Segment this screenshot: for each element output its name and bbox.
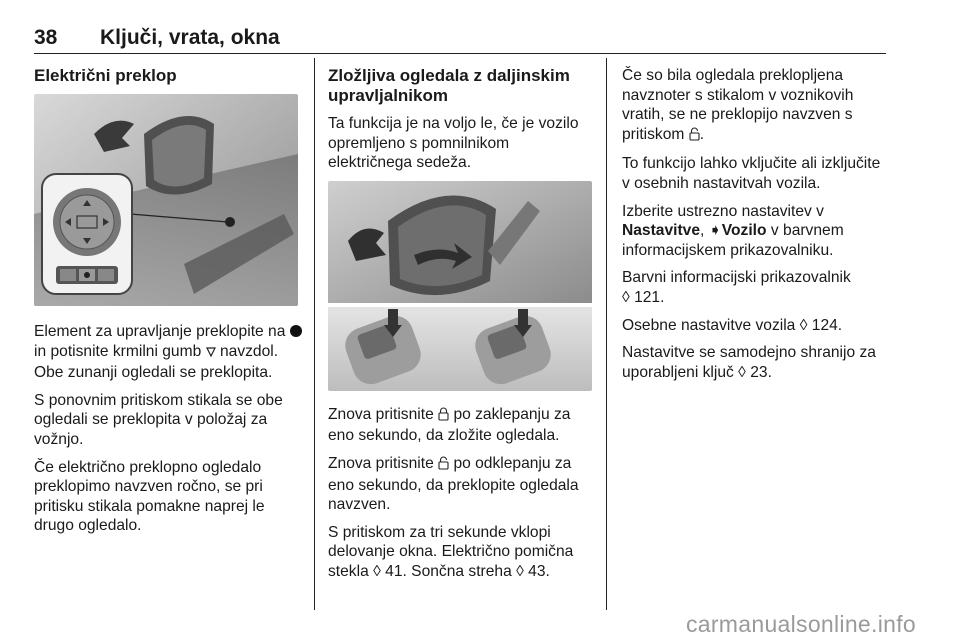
column-2 [328,66,594,590]
paragraph-manual-fold: Če električno preklopno ogledalo preklopimo navzven ročno, se pri pritisku stikala pomakne naprej le drugo ogledalo. [34,458,265,535]
paragraph-operate: Element za upravljanje preklopite na in potisnite krmilni gumb navzdol. Obe zunanji ogledali se preklopita. [34,322,302,383]
column-divider-1 [314,58,315,610]
remote-fold-illustration [328,181,592,391]
paragraph-select-setting: Izberite ustrezno nastavitev v Nastavitve, ➧Vozilo v barvnem informacijskem prikazovalniku. [622,202,844,259]
reference-arrow-icon: ◊ [622,288,630,306]
paragraph-toggle-function: To funkcijo lahko vključite ali izključite v osebnih nastavitvah vozila. [622,155,881,192]
menu-arrow-icon: ➧ [708,222,722,240]
paragraph-lock-fold: Znova pritisnite po zaklepanju za eno sekundo, da zložite ogledala. [328,405,571,445]
section-heading-electric-fold: Električni preklop [34,66,177,85]
paragraph-info-display: Barvni informacijski prikazovalnik ◊ 121. [622,269,851,306]
reference-arrow-icon: ◊ [373,562,381,580]
menu-vehicle: Vozilo [721,222,767,240]
menu-settings: Nastavitve [622,222,701,240]
down-triangle-icon [206,344,216,364]
unlock-icon [689,127,700,147]
column-1 [34,66,302,544]
reference-arrow-icon: ◊ [516,562,524,580]
paragraph-intro: Ta funkcija je na voljo le, če je vozilo opremljeno s pomnilnikom električnega sedeža. [328,115,579,172]
paragraph-press-again: S ponovnim pritiskom stikala se obe ogledali se preklopita v položaj za vožnjo. [34,391,283,448]
paragraph-auto-save: Nastavitve se samodejno shranijo za uporabljeni ključ ◊ 23. [622,344,876,381]
paragraph-folded-inward: Če so bila ogledala preklopljena navznoter s stikalom v voznikovih vratih, se ne preklopijo navzven s pritiskom . [622,66,888,146]
header-divider [34,53,886,54]
reference-arrow-icon: ◊ [738,363,746,381]
fold-position-icon [290,325,302,337]
column-3 [622,66,888,390]
mirror-switch-illustration [34,94,298,306]
page-header [34,26,886,52]
column-divider-2 [606,58,607,610]
watermark: carmanualsonline.info [685,611,916,637]
paragraph-windows: S pritiskom za tri sekunde vklopi delovanje okna. Električno pomična stekla ◊ 41. Sončna streha ◊ 43. [328,523,574,580]
unlock-icon [438,456,449,476]
section-heading-remote-fold: Zložljiva ogledala z daljinskim upravljalnikom [328,66,570,105]
chapter-title: Ključi, vrata, okna [100,26,280,49]
lock-icon [438,407,449,427]
paragraph-personal-settings: Osebne nastavitve vozila ◊ 124. [622,316,843,334]
reference-arrow-icon: ◊ [799,316,808,334]
page-number: 38 [34,26,58,49]
paragraph-unlock-unfold: Znova pritisnite po odklepanju za eno sekundo, da preklopite ogledala navzven. [328,454,579,514]
